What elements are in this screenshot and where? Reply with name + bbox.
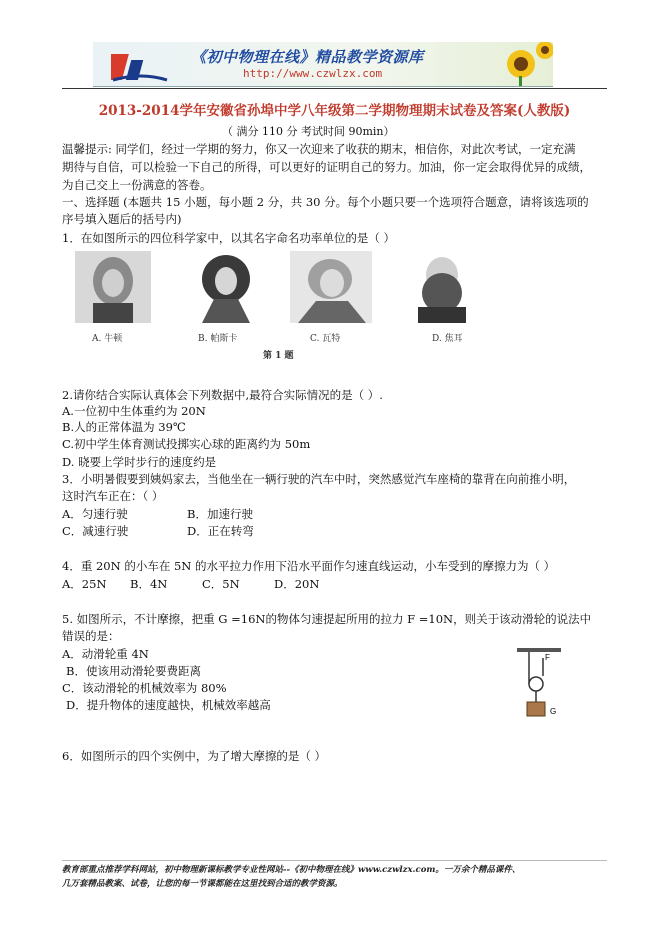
intro-line: 期待与自信，可以检验一下自己的所得，可以更好的证明自己的努力。加油，你一定会取得优异的成绩， — [62, 160, 591, 174]
footer-rule — [62, 860, 607, 861]
footer-line: 几万套精品教案、试卷，让您的每一节课都能在这里找到合适的教学资源。 — [62, 879, 343, 889]
sunflower-icon — [491, 42, 553, 86]
option: B．加速行驶 — [187, 507, 253, 521]
option: A．25N — [62, 577, 107, 591]
intro-line: 温馨提示: 同学们，经过一学期的努力，你又一次迎来了收获的期末，相信你，对此次考试，一定充满 — [62, 142, 576, 156]
banner-url[interactable]: http://www.czwlzx.com — [243, 67, 383, 80]
option: A．匀速行驶 — [62, 507, 128, 521]
portrait-joule — [404, 251, 480, 323]
portrait-watt — [290, 251, 372, 323]
exam-subtitle: （ 满分 110 分 考试时间 90min） — [222, 125, 395, 138]
portrait-newton — [75, 251, 151, 323]
caption-d: D. 焦耳 — [432, 334, 463, 344]
option: A．动滑轮重 4N — [62, 647, 149, 661]
question-6-stem: 6．如图所示的四个实例中，为了增大摩擦的是（ ） — [62, 749, 326, 763]
option: C．减速行驶 — [62, 524, 129, 538]
question-2-stem: 2.请你结合实际认真体会下列数据中,最符合实际情况的是（ ）. — [62, 388, 383, 402]
question-3-stem: 这时汽车正在：（ ） — [62, 489, 164, 503]
banner-title: 《初中物理在线》精品教学资源库 — [191, 48, 424, 66]
option: D. 晓要上学时步行的速度约是 — [62, 455, 217, 469]
option: B．4N — [130, 577, 168, 591]
option: C．该动滑轮的机械效率为 80% — [62, 681, 227, 695]
figure-label: 第 1 题 — [263, 351, 294, 361]
option: C．5N — [202, 577, 240, 591]
header-banner — [93, 42, 553, 87]
caption-c: C. 瓦特 — [310, 334, 341, 344]
footer-line: 教育部重点推荐学科网站，初中物理新课标教学专业性网站--《初中物理在线》www.czwlzx.com。一万余个精品课件、 — [62, 865, 521, 875]
intro-line: 为自己交上一份满意的答卷。 — [62, 178, 212, 192]
label-f: F — [545, 653, 550, 662]
question-5-stem: 错误的是： — [62, 629, 120, 643]
option: D．提升物体的速度越快，机械效率越高 — [66, 698, 271, 712]
option: B．使该用动滑轮要费距离 — [66, 664, 201, 678]
question-4-stem: 4．重 20N 的小车在 5N 的水平拉力作用下沿水平面作匀速直线运动，小车受到的摩擦力为（ ） — [62, 559, 556, 573]
option: C.初中学生体育测试投掷实心球的距离约为 50m — [62, 437, 311, 451]
option: A.一位初中生体重约为 20N — [62, 404, 206, 418]
section-heading: 一、选择题 (本题共 15 小题，每小题 2 分，共 30 分。每个小题只要一个选项符合题意，请将该选项的 — [62, 195, 589, 209]
question-1-stem: 1．在如图所示的四位科学家中，以其名字命名功率单位的是（ ） — [62, 231, 395, 245]
option: D．20N — [274, 577, 320, 591]
header-rule — [62, 88, 607, 89]
question-5-stem: 5. 如图所示，不计摩擦，把重 G =16N的物体匀速提起所用的拉力 F =10N，则关于该动滑轮的说法中 — [62, 612, 592, 626]
exam-title: 2013-2014学年安徽省孙埠中学八年级第二学期物理期末试卷及答案(人教版) — [98, 103, 571, 119]
portrait-pascal — [186, 251, 266, 323]
option: B.人的正常体温为 39℃ — [62, 420, 186, 434]
option: D．正在转弯 — [187, 524, 254, 538]
caption-a: A. 牛顿 — [92, 334, 123, 344]
caption-b: B. 帕斯卡 — [198, 334, 238, 344]
question-3-stem: 3．小明暑假要到姨妈家去，当他坐在一辆行驶的汽车中时，突然感觉汽车座椅的靠背在向前推小明， — [62, 472, 576, 486]
pulley-diagram — [515, 646, 565, 722]
label-g: G — [550, 707, 557, 716]
section-heading: 序号填入题后的括号内) — [62, 212, 182, 226]
site-logo-icon — [111, 46, 171, 84]
